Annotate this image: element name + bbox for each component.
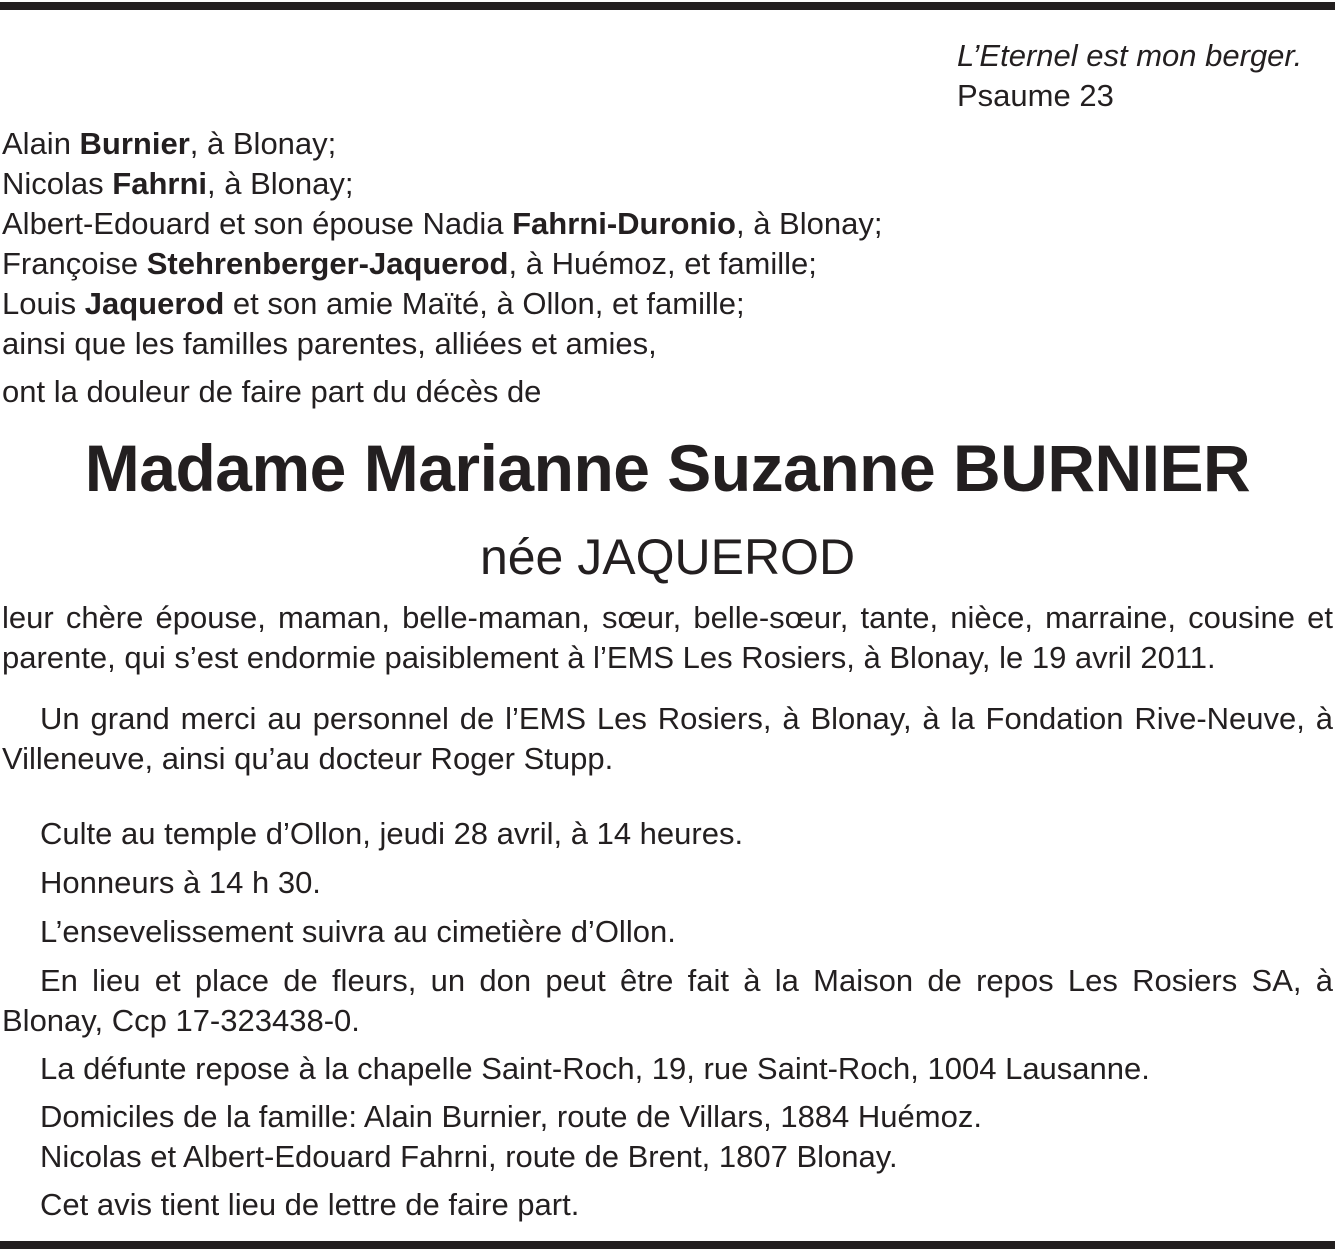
- family-line-text: Alain: [2, 126, 80, 161]
- family-line: [2, 124, 336, 164]
- family-line-text: Françoise: [2, 246, 147, 281]
- family-surname: Fahrni-Duronio: [512, 206, 736, 241]
- family-line: [2, 284, 745, 324]
- family-line-text: Albert-Edouard et son épouse Nadia: [2, 206, 513, 241]
- closing-paragraph: Cet avis tient lieu de lettre de faire part.: [40, 1187, 580, 1222]
- family-line: [2, 244, 817, 284]
- family-line-text: , à Blonay;: [735, 206, 883, 241]
- deceased-name: Madame Marianne Suzanne BURNIER: [84, 431, 1251, 505]
- epigraph: [957, 36, 1302, 116]
- epigraph-quote: L’Eternel est mon berger.: [957, 38, 1303, 73]
- family-line-text: Nicolas: [2, 166, 113, 201]
- top-border-rule: [0, 2, 1335, 10]
- domicile-paragraph: Nicolas et Albert-Edouard Fahrni, route de Brent, 1807 Blonay.: [40, 1139, 898, 1174]
- family-line-text: et son amie Maïté, à Ollon, et famille;: [224, 286, 745, 321]
- description-paragraph: leur chère épouse, maman, belle-maman, sœur, belle-sœur, tante, nièce, marraine, cousine et parente, qui s’est endormie paisiblement à l’EMS Les Rosiers, à Blonay, le 19 avril 2011.: [2, 600, 1333, 675]
- honours-paragraph: Honneurs à 14 h 30.: [40, 865, 321, 900]
- family-surname: Burnier: [79, 126, 190, 161]
- announcement-line: ont la douleur de faire part du décès de: [2, 374, 542, 409]
- thanks-paragraph: Un grand merci au personnel de l’EMS Les Rosiers, à Blonay, à la Fondation Rive-Neuve, à Villeneuve, ainsi qu’au docteur Roger Stupp.: [2, 701, 1333, 776]
- family-line-text: , à Blonay;: [207, 166, 354, 201]
- family-line-text: , à Blonay;: [189, 126, 337, 161]
- family-line-text: , à Huémoz, et famille;: [508, 246, 817, 281]
- service-paragraph: Culte au temple d’Ollon, jeudi 28 avril, à 14 heures.: [40, 816, 744, 851]
- family-surname: Stehrenberger-Jaquerod: [146, 246, 509, 281]
- maiden-name: née JAQUEROD: [479, 529, 856, 585]
- donation-paragraph: En lieu et place de fleurs, un don peut être fait à la Maison de repos Les Rosiers SA, à Blonay, Ccp 17-323438-0.: [2, 963, 1333, 1038]
- family-line: [2, 204, 882, 244]
- family-surname: Fahrni: [112, 166, 207, 201]
- resting-place-paragraph: La défunte repose à la chapelle Saint-Roch, 19, rue Saint-Roch, 1004 Lausanne.: [40, 1051, 1150, 1086]
- bottom-border-rule: [0, 1241, 1335, 1249]
- family-line: [2, 164, 353, 204]
- family-surname: Jaquerod: [84, 286, 225, 321]
- family-line-text: Louis: [2, 286, 85, 321]
- burial-paragraph: L’ensevelissement suivra au cimetière d’Ollon.: [40, 914, 676, 949]
- domicile-paragraph: Domiciles de la famille: Alain Burnier, route de Villars, 1884 Huémoz.: [40, 1099, 982, 1134]
- relatives-line: ainsi que les familles parentes, alliées et amies,: [2, 326, 657, 361]
- epigraph-reference: Psaume 23: [957, 78, 1114, 113]
